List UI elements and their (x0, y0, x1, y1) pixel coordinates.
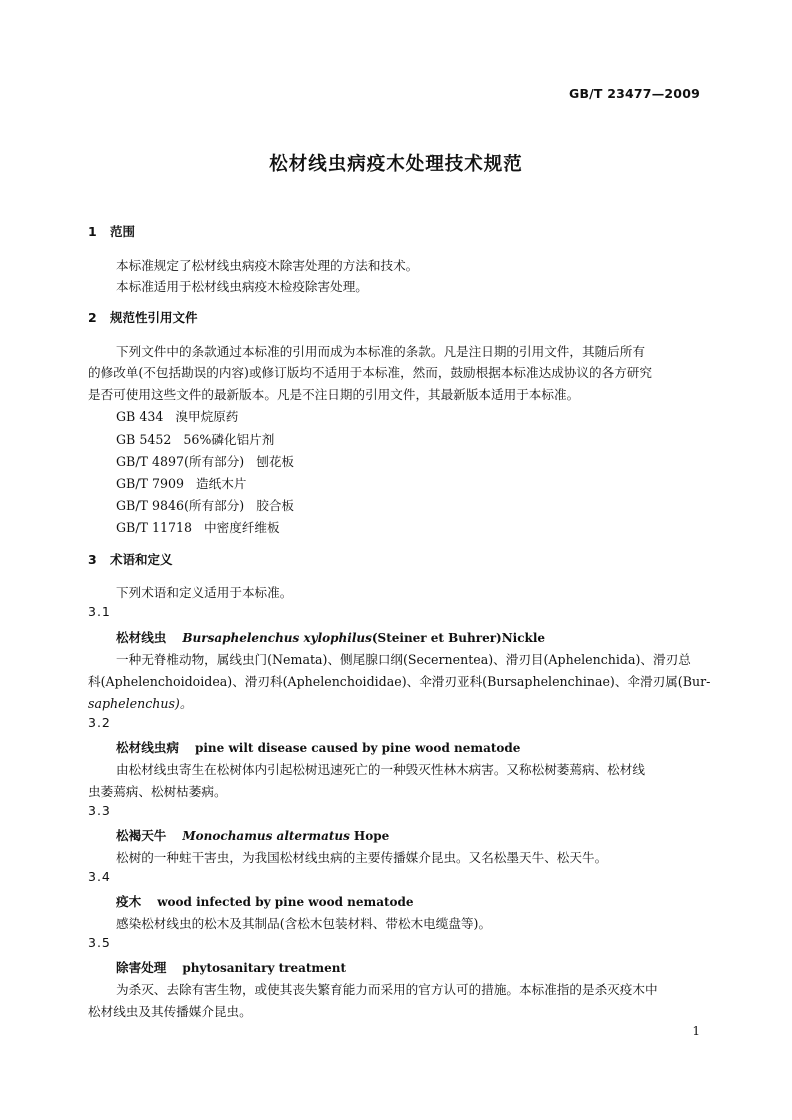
term-zh: 松材线虫 (116, 630, 167, 645)
term-en-italic: Monochamus altermatus (182, 829, 350, 843)
reference-item (116, 517, 280, 536)
section-1-heading (88, 222, 135, 240)
definition-line: saphelenchus)。 (88, 696, 193, 711)
reference-code: GB/T 4897(所有部分) (116, 454, 245, 469)
paragraph-line: 下列文件中的条款通过本标准的引用而成为本标准的条款。凡是注日期的引用文件，其随后所有 (116, 344, 645, 359)
definition-line: 松材线虫及其传播媒介昆虫。 (88, 1004, 252, 1019)
section-title: 术语和定义 (110, 552, 173, 567)
paragraph-line: 的修改单(不包括勘误的内容)或修订版均不适用于本标准，然而，鼓励根据本标准达成协议的各方研究 (88, 365, 652, 380)
definition-line: 一种无脊椎动物，属线虫门(Nemata)、侧尾腺口纲(Secernentea)、滑刃目(Aphelenchida)、滑刃总 (116, 652, 691, 667)
reference-title: 中密度纤维板 (204, 520, 280, 535)
document-title: 松材线虫病疫木处理技术规范 (269, 154, 523, 175)
clause-number: 3.3 (88, 803, 111, 818)
definition-line: 感染松材线虫的松木及其制品(含松木包装材料、带松木电缆盘等)。 (116, 916, 492, 931)
reference-item (116, 429, 274, 448)
standard-code: GB/T 23477—2009 (568, 86, 700, 101)
term-zh: 松褐天牛 (116, 828, 167, 843)
paragraph: 本标准适用于松材线虫病疫木检疫除害处理。 (116, 279, 368, 294)
reference-code: GB 5452 (116, 432, 172, 447)
term-heading (116, 737, 520, 756)
paragraph: 本标准规定了松材线虫病疫木除害处理的方法和技术。 (116, 258, 419, 273)
term-zh: 除害处理 (116, 960, 167, 975)
reference-title: 造纸木片 (196, 476, 247, 491)
paragraph-line: 是否可使用这些文件的最新版本。凡是不注日期的引用文件，其最新版本适用于本标准。 (88, 387, 580, 402)
section-number: 1 (88, 224, 97, 239)
page-number: 1 (692, 1024, 700, 1038)
term-en-italic: Bursaphelenchus xylophilus (182, 631, 372, 645)
term-zh: 松材线虫病 (116, 740, 179, 755)
term-en: wood infected by pine wood nematode (157, 895, 414, 909)
section-number: 3 (88, 552, 97, 567)
clause-number: 3.2 (88, 715, 111, 730)
reference-title: 56%磷化铝片剂 (183, 432, 275, 447)
definition-line: 由松材线虫寄生在松树体内引起松树迅速死亡的一种毁灭性林木病害。又称松树萎蔫病、松材线 (116, 762, 645, 777)
paragraph: 下列术语和定义适用于本标准。 (116, 585, 293, 600)
clause-number: 3.5 (88, 935, 111, 950)
definition-line: 虫萎蔫病、松树枯萎病。 (88, 784, 227, 799)
section-title: 规范性引用文件 (110, 310, 198, 325)
clause-number: 3.4 (88, 869, 111, 884)
definition-line: 科(Aphelenchoidoidea)、滑刃科(Aphelenchoididae)、伞滑刃亚科(Bursaphelenchinae)、伞滑刃属(Bur- (88, 674, 711, 689)
reference-code: GB/T 11718 (116, 520, 193, 535)
definition-line: 为杀灭、去除有害生物，或使其丧失繁育能力而采用的官方认可的措施。本标准指的是杀灭疫木中 (116, 982, 658, 997)
term-en: phytosanitary treatment (182, 961, 347, 975)
reference-item (116, 406, 238, 425)
reference-title: 刨花板 (256, 454, 295, 469)
reference-code: GB 434 (116, 409, 164, 424)
term-en: Hope (353, 829, 390, 843)
term-heading (116, 825, 389, 844)
term-heading (116, 957, 346, 976)
reference-title: 胶合板 (256, 498, 295, 513)
reference-code: GB/T 7909 (116, 476, 185, 491)
reference-item (116, 495, 294, 514)
reference-code: GB/T 9846(所有部分) (116, 498, 245, 513)
term-heading (116, 891, 414, 910)
term-en: (Steiner et Buhrer)Nickle (371, 631, 546, 645)
section-number: 2 (88, 310, 97, 325)
term-en: pine wilt disease caused by pine wood nematode (194, 741, 521, 755)
definition-line: 松树的一种蛀干害虫，为我国松材线虫病的主要传播媒介昆虫。又名松墨天牛、松天牛。 (116, 850, 608, 865)
reference-title: 溴甲烷原药 (175, 409, 239, 424)
reference-item (116, 451, 294, 470)
section-3-heading (88, 550, 173, 568)
section-2-heading (88, 308, 198, 326)
term-heading (116, 627, 545, 646)
section-title: 范围 (110, 224, 136, 239)
clause-number: 3.1 (88, 604, 111, 619)
term-zh: 疫木 (116, 894, 142, 909)
reference-item (116, 473, 246, 492)
